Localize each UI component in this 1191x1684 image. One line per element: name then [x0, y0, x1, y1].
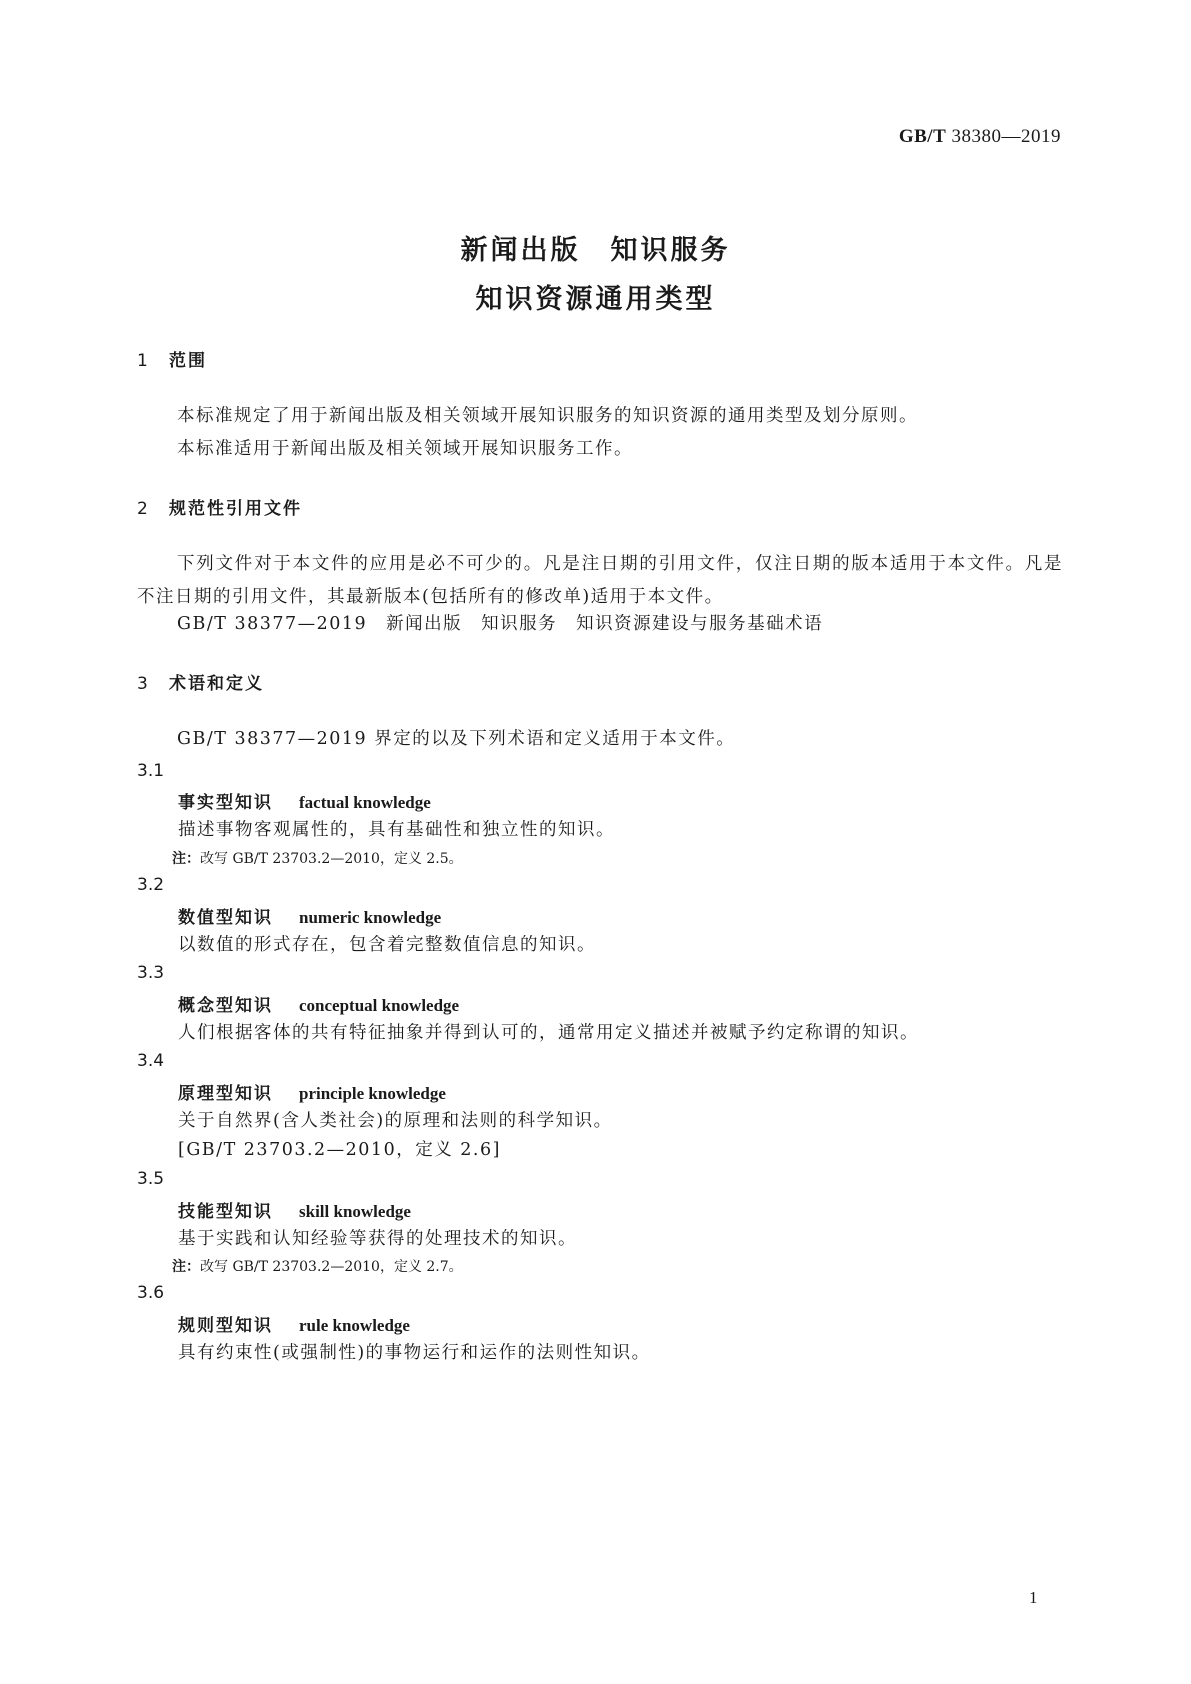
standard-number — [899, 126, 1061, 148]
term-number: 3.4 — [137, 1051, 165, 1071]
term-definition: 人们根据客体的共有特征抽象并得到认可的，通常用定义描述并被赋予约定称谓的知识。 — [178, 1023, 919, 1043]
term-number: 3.3 — [137, 963, 165, 983]
section-title: 范围 — [169, 351, 207, 371]
section-number: 2 — [137, 499, 148, 519]
term-english-name: rule knowledge — [299, 1316, 410, 1335]
term-definition: 以数值的形式存在，包含着完整数值信息的知识。 — [178, 935, 596, 955]
term-title — [178, 991, 459, 1016]
term-title — [178, 903, 441, 928]
term-title — [178, 1079, 446, 1104]
section-number: 1 — [137, 351, 148, 371]
references-paragraph-1: 下列文件对于本文件的应用是必不可少的。凡是注日期的引用文件，仅注日期的版本适用于本文件。凡是不注日期的引用文件，其最新版本(包括所有的修改单)适用于本文件。 — [137, 554, 1063, 607]
note-text: 改写 GB/T 23703.2—2010，定义 2.5。 — [200, 851, 463, 867]
section-heading-normative-references — [137, 494, 302, 519]
term-definition: 基于实践和认知经验等获得的处理技术的知识。 — [178, 1229, 577, 1249]
term-english-name: skill knowledge — [299, 1202, 411, 1221]
document-title-line-1: 新闻出版 知识服务 — [460, 235, 731, 266]
term-chinese-name: 概念型知识 — [178, 996, 273, 1016]
section-title: 规范性引用文件 — [169, 499, 302, 519]
term-english-name: numeric knowledge — [299, 908, 442, 927]
term-title — [178, 1197, 411, 1222]
term-english-name: principle knowledge — [299, 1084, 446, 1103]
scope-paragraph-2: 本标准适用于新闻出版及相关领域开展知识服务工作。 — [177, 439, 633, 459]
term-number: 3.6 — [137, 1283, 165, 1303]
section-heading-terms-definitions — [137, 669, 264, 694]
term-definition: 具有约束性(或强制性)的事物运行和运作的法则性知识。 — [178, 1343, 651, 1363]
term-english-name: conceptual knowledge — [299, 996, 460, 1015]
document-title-line-2: 知识资源通用类型 — [475, 284, 716, 315]
term-chinese-name: 数值型知识 — [178, 908, 273, 928]
term-definition: 关于自然界(含人类社会)的原理和法则的科学知识。 — [178, 1111, 613, 1131]
term-definition: 描述事物客观属性的，具有基础性和独立性的知识。 — [178, 820, 615, 840]
standard-code: GB/T — [898, 126, 947, 147]
term-source: [GB/T 23703.2—2010，定义 2.6] — [178, 1140, 501, 1160]
term-note — [172, 848, 463, 868]
section-title: 术语和定义 — [169, 674, 264, 694]
note-label: 注： — [172, 851, 200, 867]
term-english-name: factual knowledge — [299, 793, 431, 812]
term-chinese-name: 事实型知识 — [178, 793, 273, 813]
terms-intro-paragraph: GB/T 38377—2019 界定的以及下列术语和定义适用于本文件。 — [177, 729, 736, 749]
reference-item: GB/T 38377—2019 新闻出版 知识服务 知识资源建设与服务基础术语 — [177, 614, 824, 634]
term-chinese-name: 原理型知识 — [178, 1084, 273, 1104]
term-chinese-name: 技能型知识 — [178, 1202, 273, 1222]
term-title — [178, 788, 431, 813]
scope-paragraph-1: 本标准规定了用于新闻出版及相关领域开展知识服务的知识资源的通用类型及划分原则。 — [177, 406, 918, 426]
note-text: 改写 GB/T 23703.2—2010，定义 2.7。 — [200, 1259, 463, 1275]
page-number: 1 — [1029, 1588, 1038, 1607]
standard-year-number: 38380—2019 — [951, 126, 1061, 147]
term-number: 3.1 — [137, 761, 165, 781]
section-heading-scope — [137, 346, 207, 371]
term-number: 3.2 — [137, 875, 165, 895]
term-note — [172, 1256, 463, 1276]
term-title — [178, 1311, 410, 1336]
term-chinese-name: 规则型知识 — [178, 1316, 273, 1336]
note-label: 注： — [172, 1259, 200, 1275]
section-number: 3 — [137, 674, 148, 694]
term-number: 3.5 — [137, 1169, 165, 1189]
